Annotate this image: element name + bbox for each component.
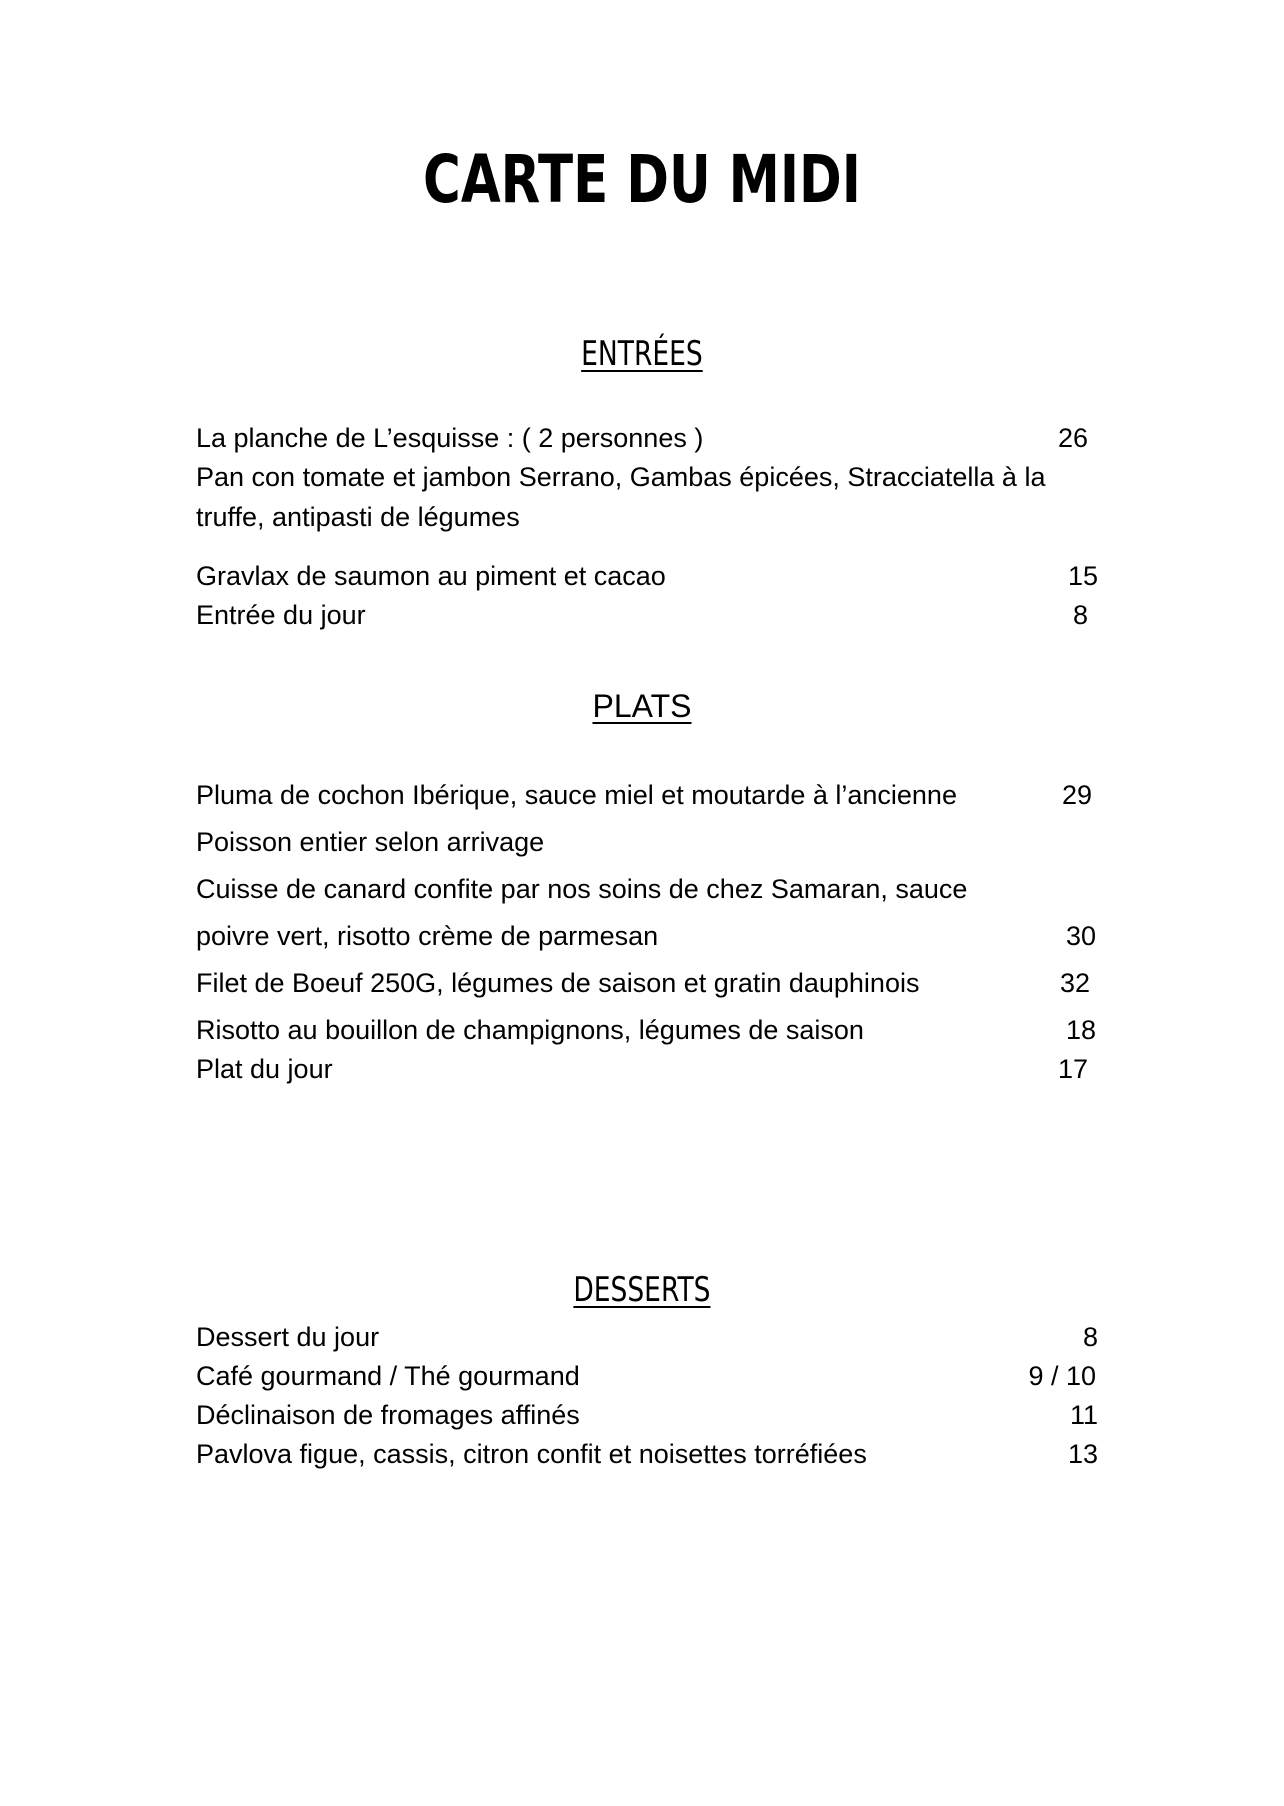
menu-item-name: Cuisse de canard confite par nos soins de chez Samaran, sauce <box>196 874 968 904</box>
menu-item-name: Café gourmand / Thé gourmand <box>196 1361 580 1391</box>
menu-item-name: Pluma de cochon Ibérique, sauce miel et moutarde à l’ancienne <box>196 780 957 810</box>
menu-item-name: Filet de Boeuf 250G, légumes de saison et gratin dauphinois <box>196 968 920 998</box>
menu-item-price: 8 <box>1072 600 1088 630</box>
menu-item-price: 13 <box>1067 1439 1098 1469</box>
menu-item-name: Gravlax de saumon au piment et cacao <box>196 561 666 591</box>
menu-item-name: Dessert du jour <box>196 1322 380 1352</box>
menu-item-price: 32 <box>1059 968 1090 998</box>
section-heading-plats <box>0 684 1284 728</box>
menu-item-name: La planche de L’esquisse : ( 2 personnes ) <box>196 423 704 453</box>
section-heading-desserts <box>0 1268 1284 1312</box>
menu-item-price: 8 <box>1082 1322 1098 1352</box>
menu-item-name: poivre vert, risotto crème de parmesan <box>196 921 659 951</box>
menu-item-price: 30 <box>1065 921 1096 951</box>
menu-item-price: 11 <box>1069 1400 1098 1430</box>
section-heading-entrees-label: ENTRÉES <box>581 334 703 374</box>
menu-item-price: 17 <box>1057 1054 1088 1084</box>
menu-item-price: 18 <box>1065 1015 1096 1045</box>
menu-item-name: Pavlova figue, cassis, citron confit et noisettes torréfiées <box>196 1439 867 1469</box>
menu-item-name: Entrée du jour <box>196 600 366 630</box>
menu-item-description: Pan con tomate et jambon Serrano, Gambas épicées, Stracciatella à la truffe, antipasti de légumes <box>196 462 1046 532</box>
menu-item-price: 29 <box>1061 780 1092 810</box>
page-title: CARTE DU MIDI <box>423 141 861 218</box>
section-heading-plats-label: PLATS <box>592 688 692 724</box>
section-heading-desserts-label: DESSERTS <box>573 1270 711 1310</box>
menu-item-name: Poisson entier selon arrivage <box>196 827 545 857</box>
menu-item-name: Déclinaison de fromages affinés <box>196 1400 580 1430</box>
menu-item-price: 15 <box>1067 561 1098 591</box>
section-heading-entrees <box>0 332 1284 376</box>
menu-item-name: Plat du jour <box>196 1054 333 1084</box>
menu-item-price: 9 / 10 <box>1028 1361 1096 1391</box>
menu-item-price: 26 <box>1057 423 1088 453</box>
menu-item-name: Risotto au bouillon de champignons, légumes de saison <box>196 1015 864 1045</box>
